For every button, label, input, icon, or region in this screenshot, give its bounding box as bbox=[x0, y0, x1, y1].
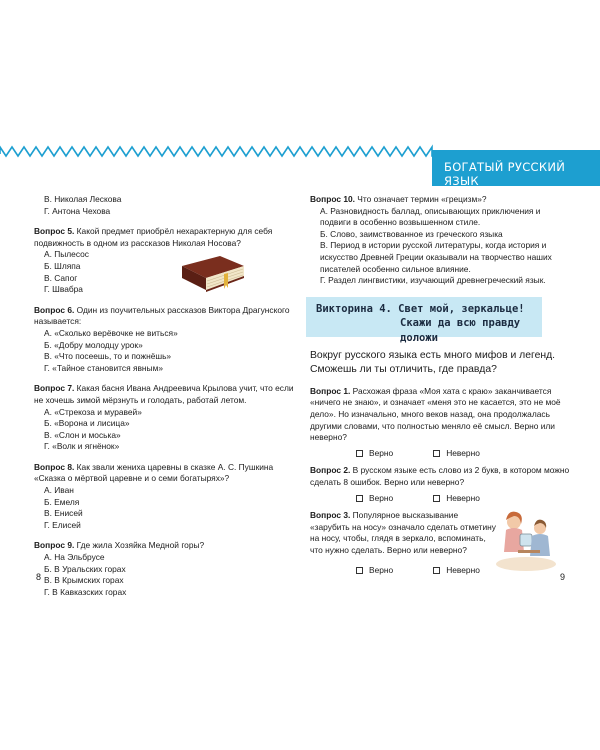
question-label: Вопрос 2. bbox=[310, 465, 351, 476]
question-8 bbox=[34, 462, 296, 532]
checkbox-icon[interactable] bbox=[356, 495, 363, 502]
question-text: Популярное высказывание «зарубить на носу» означало сделать отметину на носу, чтобы, глядя в зеркало, вспоминать, что нужно сделать. Верно или неверно? bbox=[310, 510, 496, 555]
answer-option: А. Иван bbox=[44, 485, 74, 496]
question-5 bbox=[34, 226, 296, 296]
true-checkbox[interactable] bbox=[356, 565, 393, 577]
question-text: В русском языке есть слово из 2 букв, в котором можно сделать 8 ошибок. Верно или неверно? bbox=[310, 465, 570, 487]
question-text: Расхожая фраза «Моя хата с краю» заканчивается «ничего не знаю», и означает «меня это не касается, это не моё дело». Но изначально, много веков назад, она продолжалась другими словами, что полностью меняло её смысл. Верно или неверно? bbox=[310, 385, 561, 443]
tf-question-1 bbox=[310, 386, 572, 466]
answer-option: Г. Антона Чехова bbox=[44, 205, 111, 216]
true-checkbox[interactable] bbox=[356, 493, 393, 505]
checkbox-icon[interactable] bbox=[433, 495, 440, 502]
answer-option: В. Период в истории русской литературы, когда история и искусство Древней Греции оказывали на творчество наших писателей особенно сильное влияние. bbox=[320, 240, 552, 274]
question-4-tail bbox=[34, 194, 296, 217]
true-false-choices bbox=[310, 557, 500, 583]
question-label: Вопрос 7. bbox=[34, 383, 75, 394]
answer-option: В. «Слон и моська» bbox=[44, 429, 121, 440]
quiz-title: Викторина 4. Свет мой, зеркальце! bbox=[316, 302, 525, 315]
checkbox-icon[interactable] bbox=[356, 567, 363, 574]
answer-option: В. Сапог bbox=[44, 272, 78, 283]
page-number: 8 bbox=[36, 572, 42, 582]
answer-option: Г. Раздел лингвистики, изучающий древнегреческий язык. bbox=[320, 275, 546, 286]
question-6 bbox=[34, 305, 296, 375]
false-checkbox[interactable] bbox=[433, 493, 480, 505]
question-text: Где жила Хозяйка Медной горы? bbox=[74, 540, 205, 551]
false-label: Неверно bbox=[446, 447, 480, 458]
question-text: Какой предмет приобрёл нехарактерную для себя подвижность в одном из рассказов Николая Носова? bbox=[34, 226, 273, 248]
question-7 bbox=[34, 383, 296, 453]
question-label: Вопрос 6. bbox=[34, 304, 75, 315]
true-label: Верно bbox=[369, 447, 394, 458]
checkbox-icon[interactable] bbox=[356, 450, 363, 457]
question-text: Что означает термин «грецизм»? bbox=[354, 194, 487, 204]
question-label: Вопрос 1. bbox=[310, 385, 351, 396]
answer-option: Б. Слово, заимствованное из греческого языка bbox=[320, 228, 503, 239]
answer-option: Г. Елисей bbox=[44, 519, 81, 530]
answer-option: В. В Крымских горах bbox=[44, 575, 124, 586]
section-banner: БОГАТЫЙ РУССКИЙ ЯЗЫК bbox=[432, 150, 600, 186]
false-label: Неверно bbox=[446, 564, 480, 575]
checkbox-icon[interactable] bbox=[433, 450, 440, 457]
answer-option: Б. Шляпа bbox=[44, 260, 81, 271]
quiz-subtitle: Скажи да всю правду доложи bbox=[400, 317, 521, 344]
answer-option: А. Пылесос bbox=[44, 249, 89, 260]
book-icon bbox=[176, 252, 248, 294]
true-false-choices bbox=[310, 444, 572, 466]
answer-option: Г. В Кавказских горах bbox=[44, 586, 127, 597]
answer-option: Г. «Тайное становится явным» bbox=[44, 362, 163, 373]
false-checkbox[interactable] bbox=[433, 565, 480, 577]
false-label: Неверно bbox=[446, 492, 480, 503]
answer-option: А. Разновидность баллад, описывающих приключения и подвиги в особенно возвышенном стиле. bbox=[320, 205, 541, 228]
quiz-title-box bbox=[306, 297, 542, 344]
checkbox-icon[interactable] bbox=[433, 567, 440, 574]
quiz-intro: Вокруг русского языка есть много мифов и легенд. Сможешь ли ты отличить, где правда? bbox=[310, 349, 556, 375]
answer-option: Г. «Волк и ягнёнок» bbox=[44, 441, 120, 452]
question-label: Вопрос 10. bbox=[310, 194, 355, 204]
children-illustration bbox=[494, 506, 558, 572]
question-9 bbox=[34, 540, 296, 598]
false-checkbox[interactable] bbox=[433, 448, 480, 460]
question-text: Какая басня Ивана Андреевича Крылова учит, что если не хочешь зимой мёрзнуть и голодать, работай летом. bbox=[34, 383, 294, 405]
question-label: Вопрос 9. bbox=[34, 540, 75, 551]
answer-option: Г. Швабра bbox=[44, 284, 83, 295]
answer-option: В. Николая Лескова bbox=[44, 194, 122, 204]
question-label: Вопрос 8. bbox=[34, 461, 75, 472]
question-text: Один из поучительных рассказов Виктора Драгунского называется: bbox=[34, 304, 290, 327]
question-label: Вопрос 3. bbox=[310, 510, 351, 521]
true-label: Верно bbox=[369, 492, 394, 503]
answer-option: В. «Что посеешь, то и пожнёшь» bbox=[44, 351, 172, 362]
answer-option: Б. В Уральских горах bbox=[44, 563, 126, 574]
answer-option: А. «Сколько верёвочке не виться» bbox=[44, 327, 178, 338]
true-label: Верно bbox=[369, 564, 394, 575]
answer-option: А. «Стрекоза и муравей» bbox=[44, 406, 142, 417]
answer-option: Б. «Ворона и лисица» bbox=[44, 418, 130, 429]
true-checkbox[interactable] bbox=[356, 448, 393, 460]
question-10 bbox=[310, 194, 572, 287]
page-number: 9 bbox=[560, 572, 566, 582]
left-column bbox=[34, 194, 296, 607]
answer-option: Б. «Добру молодцу урок» bbox=[44, 339, 143, 350]
question-label: Вопрос 5. bbox=[34, 226, 75, 237]
answer-option: А. На Эльбрусе bbox=[44, 552, 105, 563]
answer-option: Б. Емеля bbox=[44, 496, 80, 507]
tf-question-2 bbox=[310, 465, 572, 510]
answer-option: В. Енисей bbox=[44, 508, 83, 519]
tf-question-3 bbox=[310, 510, 500, 582]
question-text: Как звали жениха царевны в сказке А. С. Пушкина «Сказка о мёртвой царевне и о семи богатырях»? bbox=[34, 461, 274, 484]
